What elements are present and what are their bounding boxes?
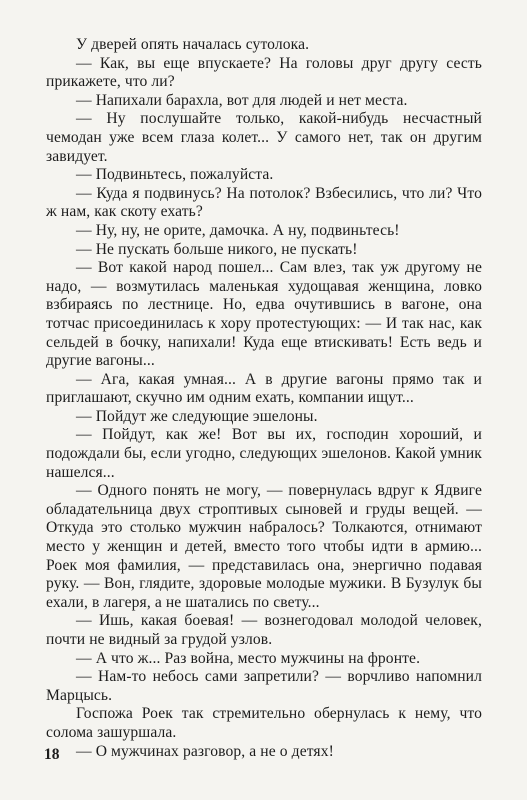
- paragraph: — Ну, ну, не орите, дамочка. А ну, подвиньтесь!: [76, 221, 400, 239]
- paragraph: — Как, вы еще впускаете? На головы друг другу сесть прикажете, что ли?: [46, 54, 482, 91]
- paragraph: — Ага, какая умная... А в другие вагоны прямо так и приглашают, скучно им одним ехать, компании ищут...: [46, 370, 482, 407]
- paragraph: — О мужчинах разговор, а не о детях!: [76, 742, 334, 760]
- paragraph: — Нам-то небось сами запретили? — ворчливо напомнил Марцысь.: [46, 668, 482, 704]
- paragraph: — Не пускать больше никого, не пускать!: [76, 240, 358, 258]
- paragraph: — Пойдут же следующие эшелоны.: [76, 407, 318, 425]
- paragraph: — Куда я подвинусь? На потолок? Взбесились, что ли? Что ж нам, как скоту ехать?: [46, 184, 482, 221]
- body-text: [46, 36, 482, 761]
- paragraph: — Ну послушайте только, какой-нибудь несчастный чемодан уже всем глаза колет... У самого нет, так он другим завидует.: [46, 110, 482, 165]
- paragraph: — Напихали барахла, вот для людей и нет места.: [76, 91, 408, 109]
- page-number: 18: [44, 746, 60, 763]
- paragraph: — А что ж... Раз война, место мужчины на фронте.: [76, 649, 421, 667]
- paragraph: — Вот какой народ пошел... Сам влез, так уж другому не надо, — возмутилась маленькая худощавая женщина, ловко взбираясь по лестнице. Но, едва очутившись в вагоне, она тотчас присоединилась к хору протестующих: — И так нас, как сельдей в бочку, напихали! Куда еще втискивать! Есть ведь и другие вагоны...: [46, 259, 482, 370]
- paragraph: — Ишь, какая боевая! — вознегодовал молодой человек, почти не видный за грудой узлов.: [46, 612, 482, 648]
- paragraph: — Пойдут, как же! Вот вы их, господин хороший, и подождали бы, если угодно, следующих эшелонов. Какой умник нашелся...: [46, 426, 482, 481]
- paragraph: — Одного понять не могу, — повернулась вдруг к Ядвиге обладательница двух строптивых сыновей и груды вещей. — Откуда это столько мужчин набралось? Толкаются, отнимают место у женщин и детей, вместо того чтобы идти в армию... Роек моя фамилия, — представилась она, энергично подавая руку. — Вон, глядите, здоровые молодые мужики. В Бузулук бы ехали, в лагеря, а не шатались по свету...: [46, 482, 482, 611]
- paragraph: — Подвиньтесь, пожалуйста.: [76, 166, 274, 184]
- paragraph: Госпожа Роек так стремительно обернулась к нему, что солома зашуршала.: [46, 705, 482, 741]
- paragraph: У дверей опять началась сутолока.: [76, 36, 310, 53]
